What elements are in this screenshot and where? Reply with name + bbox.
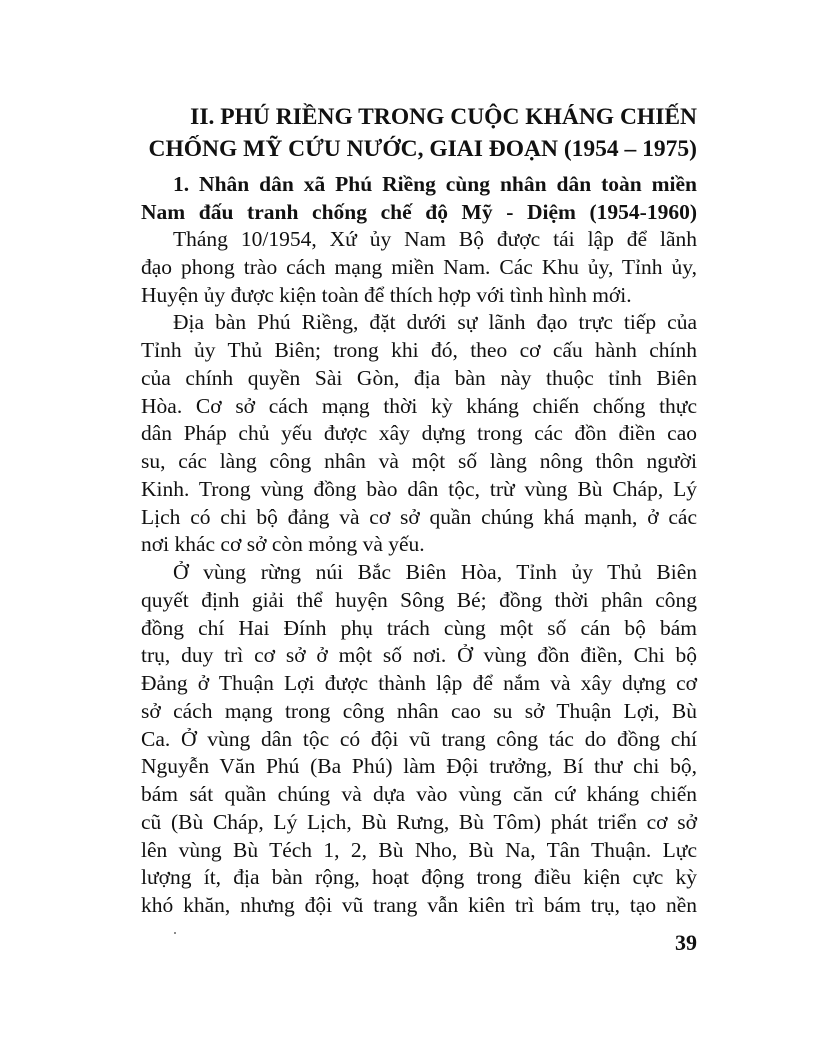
body-line: su, các làng công nhân và một số làng nông thôn người [141, 449, 697, 473]
body-line: Địa bàn Phú Riềng, đặt dưới sự lãnh đạo trực tiếp của [173, 310, 697, 335]
body-line: nơi khác cơ sở còn mỏng và yếu. [141, 532, 425, 557]
body-line: sở cách mạng trong công nhân cao su sở Thuận Lợi, Bù [141, 698, 697, 723]
subsection-heading-line: Nam đấu tranh chống chế độ Mỹ - Diệm (1954-1960) [141, 200, 697, 224]
body-line: khó khăn, nhưng đội vũ trang vẫn kiên trì bám trụ, tạo nền [141, 893, 697, 917]
subsection-heading-line: 1. Nhân dân xã Phú Riềng cùng nhân dân toàn miền [173, 172, 697, 196]
body-line: dân Pháp chủ yếu được xây dựng trong các đồn điền cao [141, 421, 697, 446]
subsection-heading [141, 170, 697, 226]
body-line: đồng chí Hai Đính phụ trách cùng một số cán bộ bám [141, 615, 697, 640]
section-heading-line: CHỐNG MỸ CỨU NƯỚC, GIAI ĐOẠN (1954 – 1975) [148, 136, 697, 162]
body-line: bám sát quần chúng và dựa vào vùng căn cứ kháng chiến [141, 782, 697, 806]
body-line: lên vùng Bù Téch 1, 2, Bù Nho, Bù Na, Tân Thuận. Lực [141, 837, 697, 862]
scan-speck [174, 932, 176, 934]
section-heading-line: II. PHÚ RIỀNG TRONG CUỘC KHÁNG CHIẾN [190, 104, 697, 130]
body-line: Ca. Ở vùng dân tộc có đội vũ trang công tác do đồng chí [141, 726, 697, 751]
body-line: Huyện ủy được kiện toàn để thích hợp với tình hình mới. [141, 282, 632, 307]
body-line: Tháng 10/1954, Xứ ủy Nam Bộ được tái lập để lãnh [173, 227, 697, 251]
body-line: cũ (Bù Cháp, Lý Lịch, Bù Rưng, Bù Tôm) phát triển cơ sở [141, 809, 697, 834]
body-line: quyết định giải thể huyện Sông Bé; đồng thời phân công [141, 587, 697, 612]
body-line: Ở vùng rừng núi Bắc Biên Hòa, Tỉnh ủy Thủ Biên [173, 560, 697, 584]
body-line: của chính quyền Sài Gòn, địa bàn này thuộc tỉnh Biên [141, 365, 697, 390]
body-line: lượng ít, địa bàn rộng, hoạt động trong điều kiện cực kỳ [141, 865, 697, 890]
body-line: Nguyễn Văn Phú (Ba Phú) làm Đội trưởng, Bí thư chi bộ, [141, 754, 697, 779]
body-line: Hòa. Cơ sở cách mạng thời kỳ kháng chiến chống thực [141, 393, 697, 418]
page-number: 39 [675, 930, 697, 955]
body-text [141, 226, 697, 920]
section-heading [141, 101, 697, 165]
body-line: đạo phong trào cách mạng miền Nam. Các Khu ủy, Tỉnh ủy, [141, 254, 697, 279]
body-line: Tỉnh ủy Thủ Biên; trong khi đó, theo cơ cấu hành chính [141, 338, 697, 362]
body-line: Lịch có chi bộ đảng và cơ sở quần chúng khá mạnh, ở các [141, 504, 697, 529]
body-line: trụ, duy trì cơ sở ở một số nơi. Ở vùng đồn điền, Chi bộ [141, 643, 697, 668]
body-line: Kinh. Trong vùng đồng bào dân tộc, trừ vùng Bù Cháp, Lý [141, 476, 697, 501]
body-line: Đảng ở Thuận Lợi được thành lập để nắm và xây dựng cơ [141, 671, 697, 695]
